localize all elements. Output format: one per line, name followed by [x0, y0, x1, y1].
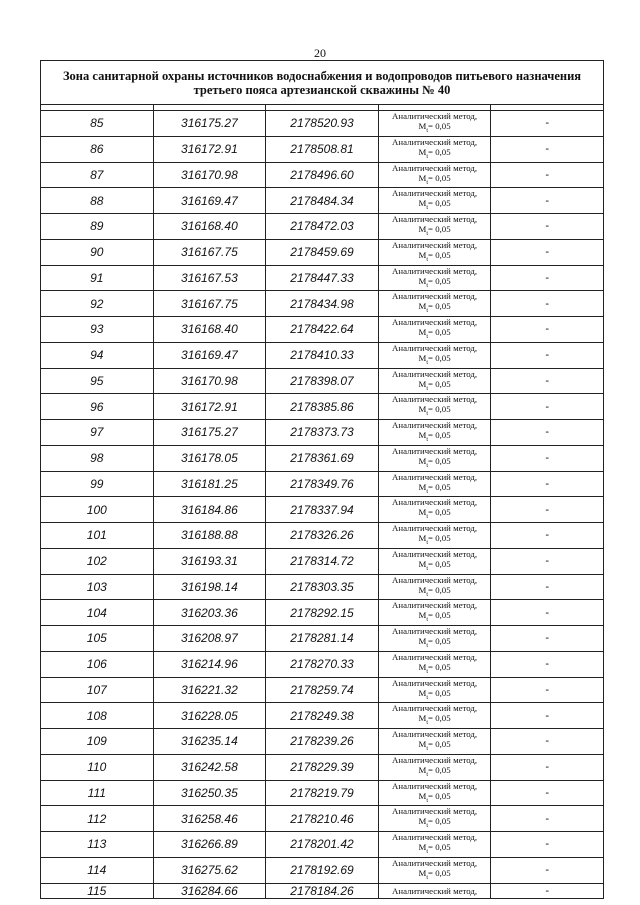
point-number: 108	[41, 703, 154, 729]
coord-y: 2178219.79	[266, 780, 379, 806]
table-row	[41, 857, 604, 883]
method-label: Аналитический метод,	[392, 832, 478, 842]
coord-y: 2178210.46	[266, 806, 379, 832]
method-cell	[378, 574, 491, 600]
method-label: Аналитический метод,	[392, 651, 478, 662]
dash-cell: -	[491, 265, 604, 291]
table-row	[41, 162, 604, 188]
method-cell	[378, 729, 491, 755]
method-cell	[378, 857, 491, 883]
table-row	[41, 291, 604, 317]
method-accuracy: $M_t= 0,05$	[418, 739, 451, 752]
coord-x: 316181.25	[153, 471, 266, 497]
coord-y: 2178472.03	[266, 214, 379, 240]
coord-x: 316167.53	[153, 265, 266, 291]
coord-y: 2178385.86	[266, 394, 379, 420]
method-label: Аналитический метод,	[392, 342, 478, 353]
coord-x: 316228.05	[153, 703, 266, 729]
dash-cell: -	[491, 600, 604, 626]
coord-x: 316167.75	[153, 239, 266, 265]
dash-cell: -	[491, 883, 604, 898]
coord-x: 316242.58	[153, 754, 266, 780]
coord-y: 2178184.26	[266, 883, 379, 898]
method-label: Аналитический метод,	[392, 600, 478, 611]
method-cell	[378, 883, 491, 898]
table-row	[41, 342, 604, 368]
coord-x: 316214.96	[153, 651, 266, 677]
table-row	[41, 420, 604, 446]
point-number: 91	[41, 265, 154, 291]
table-row	[41, 677, 604, 703]
method-accuracy: $M_t= 0,05$	[418, 636, 451, 649]
point-number: 85	[41, 111, 154, 137]
method-accuracy: $M_t= 0,05$	[418, 378, 451, 392]
method-cell	[378, 265, 491, 291]
coord-x: 316184.86	[153, 497, 266, 523]
table-row	[41, 317, 604, 343]
point-number: 88	[41, 188, 154, 214]
method-label: Аналитический метод,	[392, 239, 478, 250]
table-row	[41, 239, 604, 265]
table-row	[41, 883, 604, 898]
dash-cell: -	[491, 857, 604, 883]
coord-y: 2178422.64	[266, 317, 379, 343]
coord-x: 316168.40	[153, 317, 266, 343]
coord-y: 2178398.07	[266, 368, 379, 394]
coord-y: 2178292.15	[266, 600, 379, 626]
coord-x: 316178.05	[153, 445, 266, 471]
coord-y: 2178314.72	[266, 548, 379, 574]
method-label: Аналитический метод,	[392, 136, 478, 147]
coord-x: 316188.88	[153, 523, 266, 549]
method-cell	[378, 368, 491, 394]
method-cell	[378, 832, 491, 858]
coord-y: 2178410.33	[266, 342, 379, 368]
coord-x: 316275.62	[153, 857, 266, 883]
dash-cell: -	[491, 317, 604, 343]
coord-x: 316250.35	[153, 780, 266, 806]
coord-x: 316169.47	[153, 342, 266, 368]
dash-cell: -	[491, 291, 604, 317]
method-accuracy: $M_t= 0,05$	[418, 275, 451, 289]
point-number: 110	[41, 754, 154, 780]
method-accuracy: $M_t= 0,05$	[418, 842, 451, 855]
method-label: Аналитический метод,	[392, 548, 478, 559]
table-row	[41, 703, 604, 729]
point-number: 112	[41, 806, 154, 832]
table-row	[41, 136, 604, 162]
table-row	[41, 574, 604, 600]
method-label: Аналитический метод,	[392, 626, 478, 636]
method-label: Аналитический метод,	[392, 265, 478, 276]
coord-x: 316258.46	[153, 806, 266, 832]
coord-x: 316172.91	[153, 394, 266, 420]
table-row	[41, 780, 604, 806]
method-accuracy: $M_t= 0,05$	[418, 610, 451, 623]
coordinates-table	[40, 60, 604, 899]
coord-y: 2178447.33	[266, 265, 379, 291]
method-accuracy: $M_t= 0,05$	[418, 661, 451, 675]
coord-y: 2178239.26	[266, 729, 379, 755]
method-label: Аналитический метод,	[392, 214, 478, 224]
coord-x: 316169.47	[153, 188, 266, 214]
method-label: Аналитический метод,	[392, 523, 478, 533]
coord-y: 2178303.35	[266, 574, 379, 600]
method-accuracy: $M_t= 0,05$	[418, 867, 451, 881]
coord-y: 2178508.81	[266, 136, 379, 162]
method-label: Аналитический метод,	[392, 368, 478, 379]
point-number: 114	[41, 857, 154, 883]
method-label: Аналитический метод,	[392, 885, 478, 896]
dash-cell: -	[491, 497, 604, 523]
method-accuracy: $M_t= 0,05$	[418, 224, 451, 237]
method-cell	[378, 291, 491, 317]
dash-cell: -	[491, 394, 604, 420]
method-cell	[378, 651, 491, 677]
point-number: 100	[41, 497, 154, 523]
point-number: 115	[41, 883, 154, 898]
coord-y: 2178270.33	[266, 651, 379, 677]
point-number: 87	[41, 162, 154, 188]
coord-y: 2178192.69	[266, 857, 379, 883]
method-cell	[378, 136, 491, 162]
dash-cell: -	[491, 651, 604, 677]
dash-cell: -	[491, 548, 604, 574]
point-number: 97	[41, 420, 154, 446]
method-label: Аналитический метод,	[392, 677, 478, 688]
method-label: Аналитический метод,	[392, 317, 478, 327]
point-number: 107	[41, 677, 154, 703]
method-cell	[378, 703, 491, 729]
dash-cell: -	[491, 445, 604, 471]
dash-cell: -	[491, 574, 604, 600]
method-label: Аналитический метод,	[392, 780, 478, 791]
dash-cell: -	[491, 214, 604, 240]
point-number: 103	[41, 574, 154, 600]
coord-y: 2178361.69	[266, 445, 379, 471]
coord-x: 316167.75	[153, 291, 266, 317]
method-cell	[378, 394, 491, 420]
method-cell	[378, 420, 491, 446]
dash-cell: -	[491, 523, 604, 549]
table-row	[41, 214, 604, 240]
coord-y: 2178484.34	[266, 188, 379, 214]
dash-cell: -	[491, 136, 604, 162]
point-number: 94	[41, 342, 154, 368]
table-row	[41, 394, 604, 420]
table-row	[41, 111, 604, 137]
method-cell	[378, 600, 491, 626]
table-row	[41, 445, 604, 471]
coord-y: 2178281.14	[266, 626, 379, 652]
point-number: 113	[41, 832, 154, 858]
method-accuracy: $M_t= 0,05$	[418, 584, 451, 598]
method-cell	[378, 111, 491, 137]
coord-y: 2178349.76	[266, 471, 379, 497]
method-accuracy: $M_t= 0,05$	[418, 455, 451, 469]
method-label: Аналитический метод,	[392, 754, 478, 765]
dash-cell: -	[491, 806, 604, 832]
table-row	[41, 188, 604, 214]
dash-cell: -	[491, 754, 604, 780]
point-number: 86	[41, 136, 154, 162]
table-row	[41, 471, 604, 497]
method-accuracy: $M_t= 0,05$	[418, 352, 451, 366]
method-cell	[378, 239, 491, 265]
coord-x: 316203.36	[153, 600, 266, 626]
coord-x: 316170.98	[153, 368, 266, 394]
table-row	[41, 832, 604, 858]
method-label: Аналитический метод,	[392, 497, 478, 508]
coord-y: 2178201.42	[266, 832, 379, 858]
dash-cell: -	[491, 626, 604, 652]
method-accuracy: $M_t= 0,05$	[418, 327, 451, 340]
point-number: 105	[41, 626, 154, 652]
method-label: Аналитический метод,	[392, 703, 478, 714]
coord-y: 2178337.94	[266, 497, 379, 523]
coord-y: 2178259.74	[266, 677, 379, 703]
dash-cell: -	[491, 162, 604, 188]
point-number: 111	[41, 780, 154, 806]
method-accuracy: $M_t= 0,05$	[418, 687, 451, 701]
dash-cell: -	[491, 677, 604, 703]
method-cell	[378, 445, 491, 471]
point-number: 89	[41, 214, 154, 240]
table-row	[41, 523, 604, 549]
method-accuracy: $M_t= 0,05$	[418, 430, 451, 443]
point-number: 92	[41, 291, 154, 317]
method-label: Аналитический метод,	[392, 806, 478, 817]
method-cell	[378, 677, 491, 703]
table-row	[41, 265, 604, 291]
coord-y: 2178434.98	[266, 291, 379, 317]
coord-x: 316208.97	[153, 626, 266, 652]
coord-x: 316170.98	[153, 162, 266, 188]
method-accuracy: $M_t= 0,05$	[418, 121, 451, 134]
method-accuracy: $M_t= 0,05$	[418, 172, 451, 186]
point-number: 96	[41, 394, 154, 420]
coord-x: 316266.89	[153, 832, 266, 858]
method-label: Аналитический метод,	[392, 471, 478, 482]
coord-x: 316193.31	[153, 548, 266, 574]
table-row	[41, 806, 604, 832]
dash-cell: -	[491, 471, 604, 497]
point-number: 106	[41, 651, 154, 677]
point-number: 109	[41, 729, 154, 755]
coord-y: 2178249.38	[266, 703, 379, 729]
method-accuracy: $M_t= 0,05$	[418, 301, 451, 314]
method-accuracy: $M_t= 0,05$	[418, 404, 451, 417]
table-row	[41, 754, 604, 780]
method-accuracy: $M_t= 0,05$	[418, 198, 451, 211]
table-row	[41, 600, 604, 626]
method-cell	[378, 342, 491, 368]
point-number: 93	[41, 317, 154, 343]
method-accuracy: $M_t= 0,05$	[418, 713, 451, 726]
point-number: 102	[41, 548, 154, 574]
coord-x: 316284.66	[153, 883, 266, 898]
method-cell	[378, 806, 491, 832]
table-row	[41, 626, 604, 652]
dash-cell: -	[491, 832, 604, 858]
method-cell	[378, 188, 491, 214]
method-label: Аналитический метод,	[392, 188, 478, 199]
table-row	[41, 729, 604, 755]
table-title: Зона санитарной охраны источников водоснабжения и водопроводов питьевого назначения третьего пояса артезианской скважины № 40	[41, 61, 604, 105]
method-cell	[378, 754, 491, 780]
dash-cell: -	[491, 188, 604, 214]
method-label: Аналитический метод,	[392, 574, 478, 585]
method-cell	[378, 471, 491, 497]
method-cell	[378, 523, 491, 549]
table-row	[41, 548, 604, 574]
method-label: Аналитический метод,	[392, 729, 478, 739]
method-cell	[378, 780, 491, 806]
method-label: Аналитический метод,	[392, 111, 478, 121]
method-cell	[378, 162, 491, 188]
coord-x: 316175.27	[153, 420, 266, 446]
coord-x: 316168.40	[153, 214, 266, 240]
point-number: 101	[41, 523, 154, 549]
method-accuracy: $M_t= 0,05$	[418, 507, 451, 520]
method-cell	[378, 497, 491, 523]
method-cell	[378, 626, 491, 652]
method-label: Аналитический метод,	[392, 857, 478, 868]
dash-cell: -	[491, 729, 604, 755]
dash-cell: -	[491, 111, 604, 137]
table-row	[41, 497, 604, 523]
point-number: 98	[41, 445, 154, 471]
method-cell	[378, 214, 491, 240]
coord-x: 316221.32	[153, 677, 266, 703]
dash-cell: -	[491, 342, 604, 368]
method-accuracy: $M_t= 0,05$	[418, 533, 451, 546]
point-number: 99	[41, 471, 154, 497]
coord-x: 316172.91	[153, 136, 266, 162]
coord-y: 2178229.39	[266, 754, 379, 780]
dash-cell: -	[491, 368, 604, 394]
method-accuracy: $M_t= 0,05$	[418, 816, 451, 829]
method-accuracy: $M_t= 0,05$	[418, 481, 451, 495]
method-label: Аналитический метод,	[392, 394, 478, 405]
method-label: Аналитический метод,	[392, 445, 478, 456]
coord-x: 316235.14	[153, 729, 266, 755]
point-number: 90	[41, 239, 154, 265]
method-accuracy: $M_t= 0,05$	[418, 764, 451, 778]
coord-y: 2178459.69	[266, 239, 379, 265]
table-row	[41, 651, 604, 677]
method-accuracy: $M_t= 0,05$	[418, 790, 451, 804]
coord-y: 2178373.73	[266, 420, 379, 446]
dash-cell: -	[491, 780, 604, 806]
method-label: Аналитический метод,	[392, 162, 478, 173]
page-number: 20	[314, 46, 326, 60]
method-cell	[378, 317, 491, 343]
method-cell	[378, 548, 491, 574]
method-accuracy: $M_t= 0,05$	[418, 249, 451, 263]
method-accuracy: $M_t= 0,05$	[418, 146, 451, 160]
coord-y: 2178496.60	[266, 162, 379, 188]
dash-cell: -	[491, 703, 604, 729]
coord-y: 2178520.93	[266, 111, 379, 137]
coord-x: 316175.27	[153, 111, 266, 137]
point-number: 104	[41, 600, 154, 626]
method-label: Аналитический метод,	[392, 291, 478, 302]
table-row	[41, 368, 604, 394]
dash-cell: -	[491, 420, 604, 446]
table-title-row	[41, 61, 604, 105]
coord-x: 316198.14	[153, 574, 266, 600]
method-label: Аналитический метод,	[392, 420, 478, 430]
coord-y: 2178326.26	[266, 523, 379, 549]
method-accuracy: $M_t= 0,05$	[418, 558, 451, 572]
dash-cell: -	[491, 239, 604, 265]
point-number: 95	[41, 368, 154, 394]
